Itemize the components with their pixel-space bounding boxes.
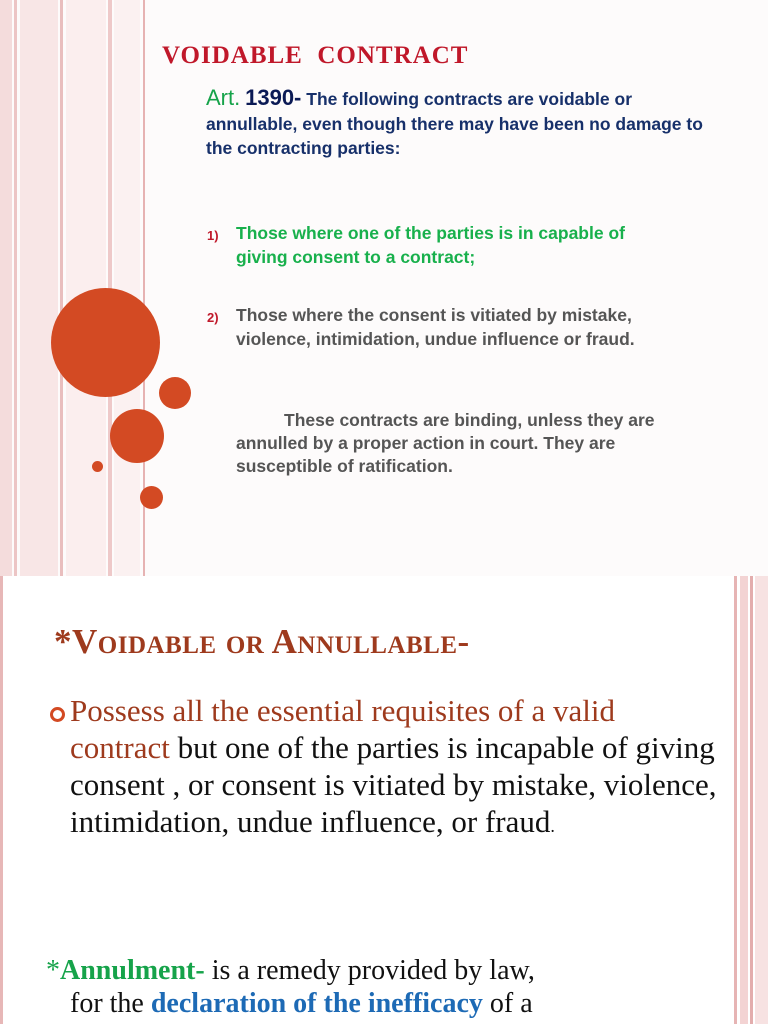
list-item: [207, 304, 677, 351]
note-paragraph: These contracts are binding, unless they are annulled by a proper action in court. They are susceptible of ratification.: [236, 410, 655, 476]
decor-circle-tiny: [92, 461, 103, 472]
article-text: The following contracts are voidable or annullable, even though there may have been no damage to the contracting parties:: [206, 89, 703, 158]
decor-stripe: [114, 0, 140, 576]
decor-circle-large: [51, 288, 160, 397]
decor-stripe: [755, 576, 768, 1024]
decor-stripe: [60, 0, 63, 576]
list-item-text: Those where one of the parties is in capable of giving consent to a contract;: [236, 223, 625, 267]
decor-stripe: [740, 576, 748, 1024]
decor-circle-small: [159, 377, 191, 409]
slide-title: VOIDABLE CONTRACT: [162, 42, 469, 69]
slide-title: *Voidable or Annullable-: [54, 622, 470, 661]
annulment-highlight: declaration of the inefficacy: [150, 988, 483, 1019]
decor-circle-medium: [110, 409, 164, 463]
decor-circle-small: [140, 486, 163, 509]
annulment-line2-prefix: for the: [70, 988, 151, 1019]
decor-stripe: [20, 0, 58, 576]
bullet-lead-text: Possess all the essential requisites of a valid contract: [70, 693, 615, 765]
annulment-paragraph: [46, 954, 726, 1020]
bullet-paragraph: [70, 692, 720, 845]
list-item: [207, 222, 677, 269]
slide-voidable-or-annullable: [0, 576, 768, 1024]
bullet-body-text: but one of the parties is incapable of giving consent , or consent is vitiated by mistake, violence, intimidation, undue influence, or fraud: [70, 730, 717, 839]
bullet-ring-icon: [50, 707, 65, 722]
article-number: 1390-: [245, 85, 302, 110]
decor-stripe: [750, 576, 753, 1024]
annulment-line-2: [46, 987, 726, 1020]
decor-stripe: [0, 0, 12, 576]
annulment-text: is a remedy provided by law,: [204, 955, 535, 986]
annulment-line2-suffix: of a: [482, 988, 533, 1019]
bullet-end-text: .: [550, 816, 555, 836]
decor-stripe: [0, 576, 3, 1024]
annulment-term: Annulment-: [60, 955, 205, 986]
article-label: Art.: [206, 85, 241, 110]
decor-stripe: [14, 0, 17, 576]
annulment-star: *: [46, 955, 60, 986]
article-paragraph: [206, 86, 706, 161]
decor-stripe: [734, 576, 737, 1024]
list-item-text: Those where the consent is vitiated by mistake, violence, intimidation, undue influence or fraud.: [236, 305, 635, 349]
list-item-number: 1): [207, 228, 219, 243]
list-item-number: 2): [207, 310, 219, 325]
